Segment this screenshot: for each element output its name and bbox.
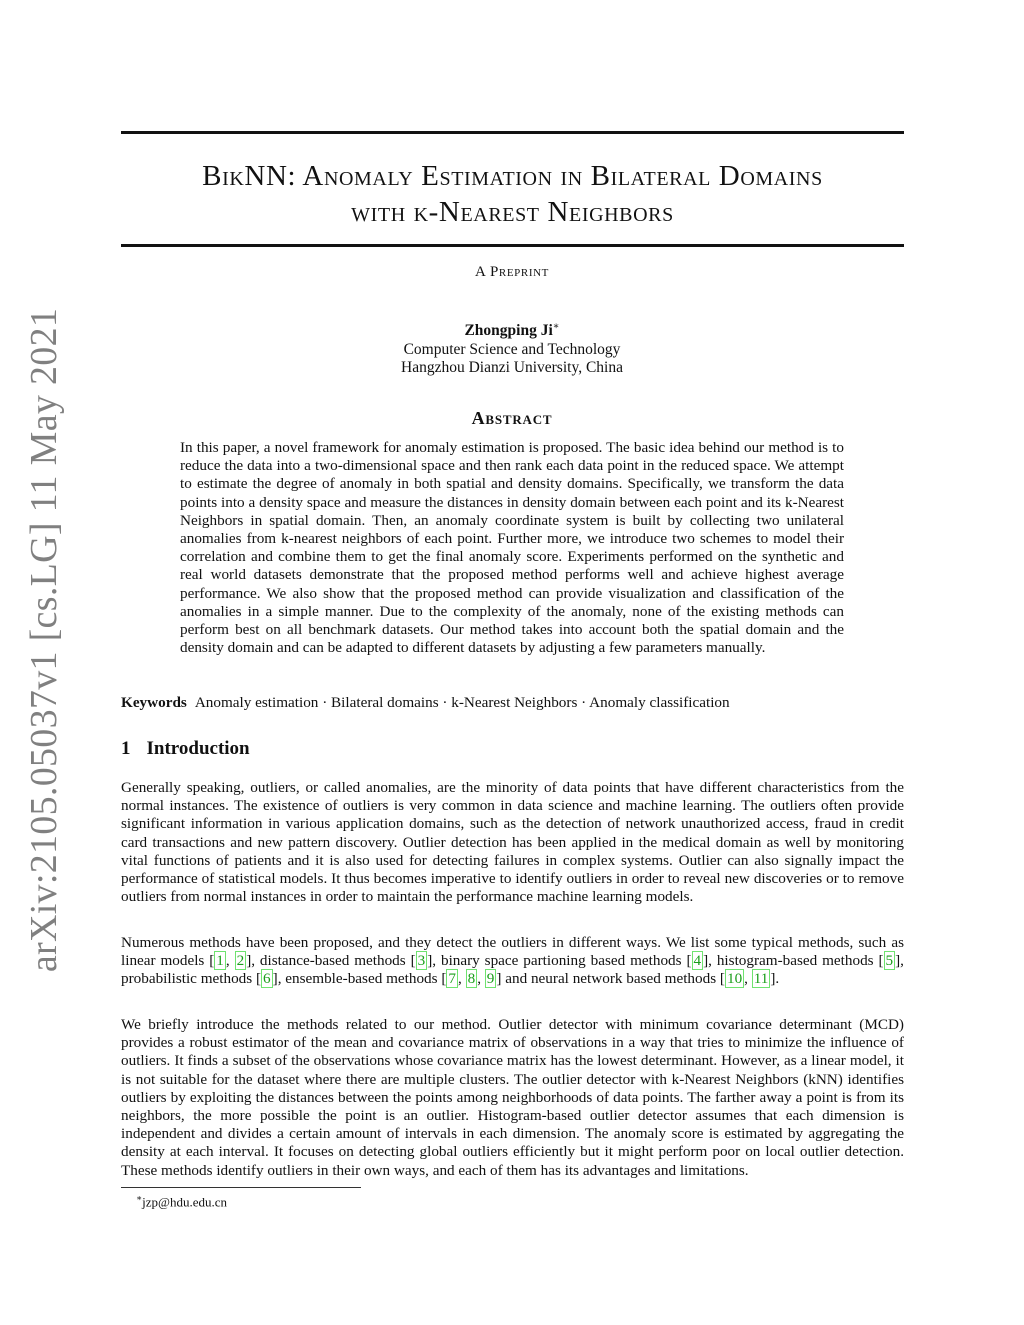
- intro-paragraph-3: We briefly introduce the methods related to our method. Outlier detector with minimum covariance determinant (MCD) provides a robust estimator of the mean and covariance matrix of observations in a way that tries to minimize the influence of outliers. It finds a subset of the observations whose covariance matrix has the lowest determinant. However, as a linear model, it is not suitable for the dataset where there are multiple clusters. The outlier detector with k-Nearest Neighbors (kNN) identifies outliers by exploiting the distances between the points among neighborhoods of data points. The farther away a point is from its neighbors, the more possible the point is an outlier. Histogram-based outlier detector assumes that each dimension is independent and divides a certain amount of intervals in each dimension. The anomaly score is estimated by aggregating the density at each interval. It focuses on detecting global outliers efficiently but it might perform poor on local outlier detection. These methods identify outliers in their own ways, and each of them has its advantages and limitations.: [121, 1016, 904, 1179]
- citation-link[interactable]: 8: [467, 970, 476, 988]
- citation-link[interactable]: 5: [885, 952, 894, 970]
- citation-link[interactable]: 2: [236, 952, 245, 970]
- title-line-2: with k-Nearest Neighbors: [351, 196, 674, 228]
- abstract-text: In this paper, a novel framework for anomaly estimation is proposed. The basic idea behind our method is to reduce the data into a two-dimensional space and then rank each data point in the reduced space. We attempt to estimate the degree of anomaly in both spatial and density domains. Specifically, we transform the data points into a density space and measure the distances in density domain between each point and its k-Nearest Neighbors in spatial domain. Then, an anomaly coordinate system is built by collecting two unilateral anomalies from k-nearest neighbors of each point. Further more, we introduce two schemes to model their correlation and combine them to get the final anomaly score. Experiments performed on the synthetic and real world datasets demonstrate that the proposed method performs well and achieve highest average performance. We also show that the proposed method can provide visualization and classification of the anomalies in a simple manner. Due to the complexity of the anomaly, none of the existing methods can perform best on all benchmark datasets. Our method takes into account both the spatial domain and the density domain and can be adapted to different datasets by adjusting a few parameters manually.: [180, 439, 844, 657]
- keywords-label: Keywords: [121, 694, 187, 711]
- text-run: ], binary space partioning based methods [: [427, 952, 692, 970]
- keywords: [121, 694, 904, 712]
- citation-link[interactable]: 11: [753, 970, 769, 988]
- text-run: ], histogram-based methods [: [703, 952, 884, 970]
- intro-paragraph-1: Generally speaking, outliers, or called anomalies, are the minority of data points that have different characteristics from the normal instances. The existence of outliers is very common in data science and machine learning. The outliers often provide significant information in various application domains, such as the detection of network unauthorized access, fraud in credit card transactions and new pattern discovery. Outlier detection has been applied in the medical domain as well by monitoring vital functions of patients and it is also used for detecting failures in complex systems. Outlier can also signally impact the performance of statistical models. It thus becomes imperative to identify outliers in order to reveal new discoveries or to remove outliers from normal instances in order to maintain the performance machine learning models.: [121, 779, 904, 906]
- section-number: 1: [121, 738, 131, 759]
- section-heading: [121, 738, 250, 760]
- text-run: ].: [770, 970, 780, 988]
- footnote-marker: ∗: [136, 1193, 143, 1203]
- text-run: ], distance-based methods [: [246, 952, 416, 970]
- section-title: Introduction: [146, 738, 250, 759]
- citation-link[interactable]: 7: [448, 970, 456, 988]
- text-run: ,: [744, 970, 752, 988]
- footnote: [136, 1193, 227, 1210]
- author-footnote-marker[interactable]: ∗: [552, 321, 560, 332]
- citation-link[interactable]: 6: [263, 970, 271, 988]
- abstract-heading: Abstract: [471, 408, 553, 428]
- citation-link[interactable]: 10: [726, 970, 743, 988]
- text-run: ,: [458, 970, 466, 988]
- text-run: ,: [477, 970, 485, 988]
- footnote-rule: [121, 1187, 361, 1188]
- text-run: ] and neural network based methods [: [496, 970, 725, 988]
- title-rule-top: [121, 131, 904, 134]
- title-line-1: BikNN: Anomaly Estimation in Bilateral Domains: [202, 160, 823, 192]
- paper-title: [121, 158, 904, 230]
- author-affiliation: Hangzhou Dianzi University, China: [401, 359, 623, 377]
- citation-link[interactable]: 4: [693, 952, 702, 970]
- footnote-email: jzp@hdu.edu.cn: [142, 1194, 228, 1210]
- text-run: ,: [225, 952, 235, 970]
- text-run: ], ensemble-based methods [: [272, 970, 447, 988]
- text-run: ], probabilistic methods [: [121, 952, 904, 988]
- title-rule-bottom: [121, 244, 904, 247]
- arxiv-stamp: arXiv:2105.05037v1 [cs.LG] 11 May 2021: [23, 307, 65, 973]
- keywords-text: Anomaly estimation · Bilateral domains · k-Nearest Neighbors · Anomaly classification: [194, 694, 730, 711]
- citation-link[interactable]: 9: [486, 970, 495, 988]
- author-name: Zhongping Ji: [464, 322, 553, 340]
- intro-paragraph-2: [121, 934, 904, 989]
- citation-link[interactable]: 1: [216, 952, 224, 970]
- text-run: Numerous methods have been proposed, and they detect the outliers in different ways. We list some typical methods, such as linear models [: [121, 934, 904, 970]
- citation-link[interactable]: 3: [417, 952, 426, 970]
- author-block: [0, 318, 1024, 378]
- author-department: Computer Science and Technology: [403, 340, 621, 358]
- preprint-label: A Preprint: [475, 264, 549, 280]
